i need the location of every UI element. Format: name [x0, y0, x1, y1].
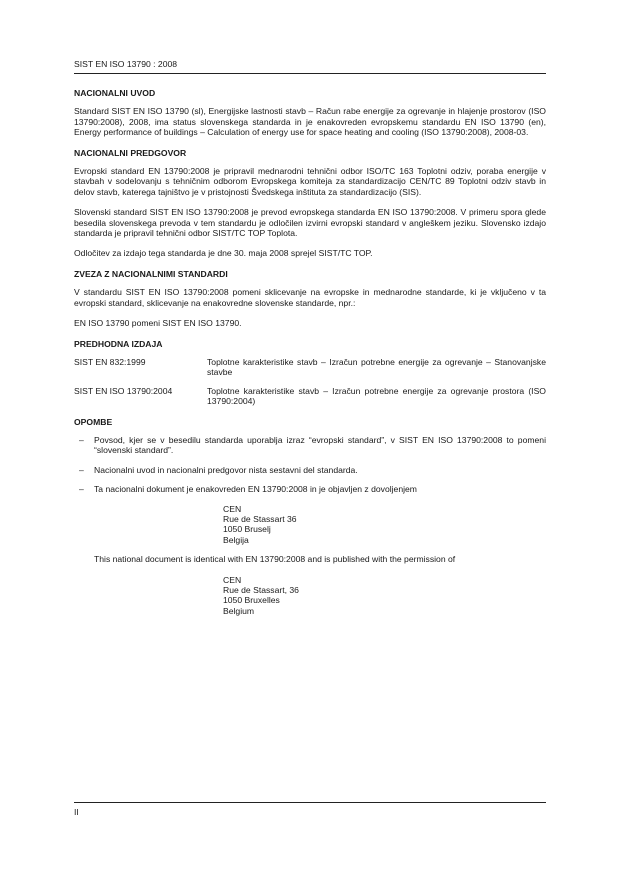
english-note: This national document is identical with EN 13790:2008 and is published with the permission of [94, 554, 456, 565]
address-line: 1050 Bruxelles [223, 595, 280, 606]
page-number: II [74, 807, 79, 817]
dash-bullet: – [79, 434, 84, 445]
note-item [74, 484, 546, 494]
predgovor-paragraph-1: Evropski standard EN 13790:2008 je pripravil mednarodni tehnični odbor ISO/TC 163 Toplotni odziv, poraba energije v stavbah v sodelovanju s tehničnim odborom Evropskega komiteja za standardizacijo CEN/TC 89 Toplotni odziv stavb in delov stavb, katerega tajništvo je v pristojnosti Švedskega inštituta za standardizacijo (SIS). [74, 166, 546, 197]
section-heading-zveza: ZVEZA Z NACIONALNIMI STANDARDI [74, 268, 228, 279]
previous-edition-code: SIST EN ISO 13790:2004 [74, 385, 173, 396]
previous-edition-row [74, 386, 546, 407]
previous-edition-code: SIST EN 832:1999 [74, 356, 146, 367]
footer-rule [74, 802, 546, 803]
address-line: Rue de Stassart, 36 [223, 585, 299, 595]
zveza-paragraph-2: EN ISO 13790 pomeni SIST EN ISO 13790. [74, 318, 242, 329]
section-heading-predgovor: NACIONALNI PREDGOVOR [74, 147, 187, 158]
previous-edition-row [74, 357, 546, 378]
note-item [74, 435, 546, 456]
address-line: CEN [223, 503, 242, 514]
dash-bullet: – [79, 484, 84, 495]
note-text: Ta nacionalni dokument je enakovreden EN 13790:2008 in je objavljen z dovoljenjem [94, 484, 417, 495]
predgovor-paragraph-2: Slovenski standard SIST EN ISO 13790:2008 je prevod evropskega standarda EN ISO 13790:2008. V primeru spora glede besedila slovenskega prevoda v tem standardu je odločilen izvirni evropski standard v angleškem jeziku. Slovensko izdajo standarda je pripravil tehnični odbor SIST/TC TOP Toplota. [74, 207, 546, 239]
page-body [74, 88, 546, 625]
section-heading-izdaja: PREDHODNA IZDAJA [74, 338, 163, 349]
address-line: Belgija [223, 534, 249, 545]
header-rule [74, 73, 546, 74]
notes-list [74, 435, 546, 495]
note-text: Povsod, kjer se v besedilu standarda uporablja izraz “evropski standard”, v SIST EN ISO 13790:2008 to pomeni “slovenski standard”. [94, 434, 546, 456]
note-text: Nacionalni uvod in nacionalni predgovor nista sestavni del standarda. [94, 464, 358, 475]
previous-edition-title: Toplotne karakteristike stavb – Izračun potrebne energije za ogrevanje prostora (ISO 13790:2004) [207, 385, 546, 407]
uvod-paragraph: Standard SIST EN ISO 13790 (sl), Energijske lastnosti stavb – Račun rabe energije za ogrevanje in hlajenje prostorov (ISO 13790:2008), 2008, ima status slovenskega standarda in je enakovreden evropskemu standardu EN ISO 13790 (en), Energy performance of buildings – Calculation of energy use for space heating and cooling (ISO 13790:2008), 2008-03. [74, 106, 546, 138]
address-line: CEN [223, 574, 242, 585]
section-heading-uvod: NACIONALNI UVOD [74, 88, 156, 98]
address-line: Belgium [223, 605, 255, 616]
dash-bullet: – [79, 464, 84, 475]
note-item [74, 465, 546, 475]
address-line: Rue de Stassart 36 [223, 513, 297, 524]
predgovor-paragraph-3: Odločitev za izdajo tega standarda je dne 30. maja 2008 sprejel SIST/TC TOP. [74, 248, 373, 259]
zveza-paragraph-1: V standardu SIST EN ISO 13790:2008 pomeni sklicevanje na evropske in mednarodne standarde, ki je vključeno v ta evropski standard, sklicevanje na enakovredne slovenske standarde, npr.: [74, 287, 546, 308]
section-heading-opombe: OPOMBE [74, 416, 113, 427]
address-line: 1050 Bruselj [223, 524, 271, 535]
running-header: SIST EN ISO 13790 : 2008 [74, 59, 178, 69]
address-block-en [223, 575, 546, 617]
address-block-sl [223, 504, 546, 546]
previous-edition-title: Toplotne karakteristike stavb – Izračun potrebne energije za ogrevanje – Stanovanjske stavbe [207, 356, 546, 378]
